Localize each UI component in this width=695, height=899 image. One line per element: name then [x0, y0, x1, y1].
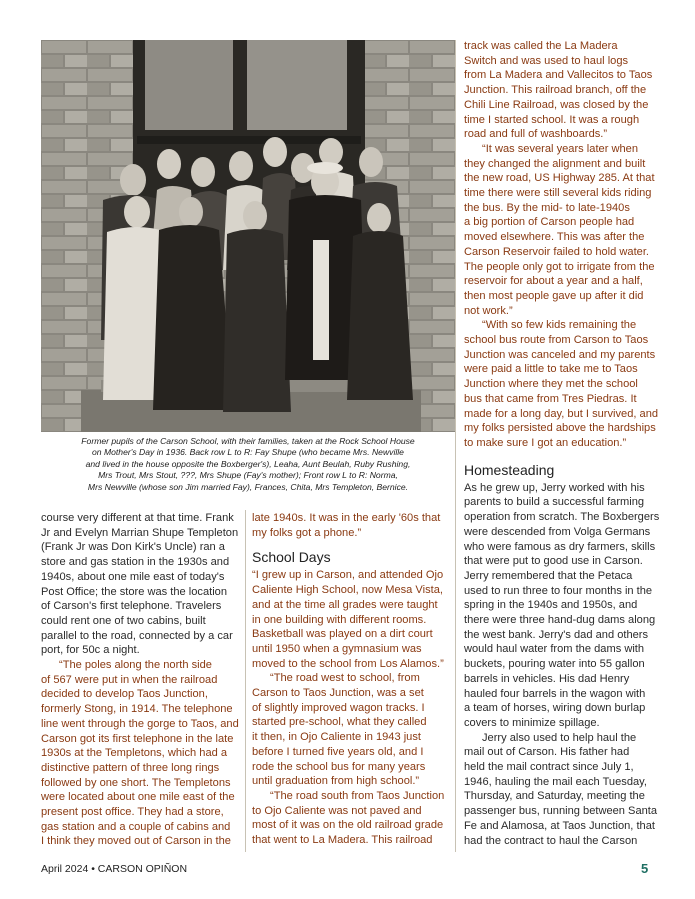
quote-line: rode the school bus for many years — [252, 760, 426, 773]
quote-line: Chili Line Railroad, was closed by the — [464, 98, 649, 111]
quote-line: “It was several years later when — [482, 142, 638, 155]
body-line: had the contract to haul the Carson — [464, 834, 638, 847]
body-line: covers to minimize spillage. — [464, 716, 600, 729]
column-1 — [41, 511, 239, 849]
quote-line: track was called the La Madera — [464, 40, 618, 52]
quote-line: my folks got a phone.” — [252, 526, 362, 539]
body-line: the west bank. Jerry's dad and others — [464, 628, 649, 641]
quote-line: gas station and a couple of cabins and — [41, 820, 231, 833]
quote-line: I think they moved out of Carson in the — [41, 835, 231, 848]
body-line: spring in the 1940s and 1950s, and — [464, 599, 638, 612]
caption-line: Mrs Newville (whose son Jim married Fay), Frances, Chita, Mrs Templeton, Bernice. — [87, 481, 409, 492]
quote-line: bus that came from Tres Piedras. It — [464, 392, 637, 405]
quote-line: distinctive pattern of three long rings — [41, 761, 220, 774]
quote-line: to make sure I got an education.” — [464, 436, 627, 449]
quote-line: followed by one short. The Templetons — [41, 776, 231, 789]
caption-line: on Mother's Day in 1936. Back row L to R: Fay Shupe (who became Mrs. Newville — [92, 447, 404, 458]
quote-line: a big portion of Carson people had — [464, 216, 635, 229]
quote-line: decided to develop Taos Junction, — [41, 688, 208, 701]
quote-line: until 1950 when a gymnasium was — [252, 642, 422, 655]
body-line: Jerry remembered that the Petaca — [464, 569, 633, 582]
quote-line: “The road west to school, from — [270, 672, 420, 685]
body-line: course very different at that time. Frank — [41, 512, 234, 524]
body-line: parents to build a successful farming — [464, 496, 645, 509]
quote-line: were located about one mile east of the — [41, 791, 235, 804]
column-2 — [252, 511, 457, 848]
quote-line: from La Madera and Vallecitos to Taos — [464, 69, 653, 82]
body-line: buckets, pouring water into 55 gallon — [464, 658, 645, 671]
quote-line: 1930s at the Templetons, which had a — [41, 747, 228, 760]
quote-line: Caliente High School, now Mesa Vista, — [252, 584, 443, 597]
quote-line: before I turned five years old, and I — [252, 745, 424, 758]
quote-line: Junction where they met the school — [464, 378, 638, 391]
page-footer: April 2024 • CARSON OPIÑON — [41, 863, 188, 875]
quote-line: they changed the alignment and built — [464, 157, 646, 170]
photo-caption — [41, 436, 455, 493]
quote-line: Carson got its first telephone in the late — [41, 732, 234, 745]
body-line: (Frank Jr was Don Kirk's Uncle) ran a — [41, 541, 225, 554]
section-heading-school-days: School Days — [252, 549, 331, 566]
quote-line: reservoir for about a year and a half, — [464, 275, 643, 288]
body-line: used to run three to four months in the — [464, 584, 653, 597]
body-line: held the mail contract since July 1, — [464, 761, 634, 774]
column-divider — [455, 40, 456, 852]
quote-line: formerly Stong, in 1914. The telephone — [41, 703, 233, 716]
quote-line: were paid a little to take me to Taos — [464, 363, 638, 376]
quote-line: Carson Reservoir failed to hold water. — [464, 245, 649, 258]
body-line: As he grew up, Jerry worked with his — [464, 481, 645, 494]
quote-line: Junction was canceled and my parents — [464, 348, 656, 361]
quote-line: that went to La Madera. This railroad — [252, 834, 433, 847]
body-line: 1940s, about one mile east of today's — [41, 570, 225, 583]
quote-line: to Ojo Caliente was not paved and — [252, 804, 422, 817]
body-line: could rent one of two cabins, built — [41, 614, 206, 627]
body-line: Jerry also used to help haul the — [482, 731, 637, 744]
quote-line: the bus. By the mid- to late-1940s — [464, 201, 630, 214]
body-line: barrels in vehicles. His dad Henry — [464, 672, 630, 685]
quote-line: The people only got to irrigate from the — [464, 260, 655, 273]
quote-line: and at the time all grades were taught — [252, 598, 438, 611]
quote-line: until graduation from high school.” — [252, 775, 420, 788]
quote-line: time I started school. It was a rough — [464, 113, 640, 126]
quote-line: Basketball was played on a dirt court — [252, 628, 433, 641]
column-3 — [464, 39, 664, 848]
quote-line: most of it was on the old railroad grade — [252, 819, 444, 832]
quote-line: of slightly improved wagon tracks. I — [252, 701, 425, 714]
quote-line: present post office. They had a store, — [41, 806, 224, 819]
quote-line: “The road south from Taos Junction — [270, 789, 445, 802]
quote-line: moved elsewhere. This was after the — [464, 231, 645, 244]
quote-line: “I grew up in Carson, and attended Ojo — [252, 569, 444, 582]
quote-line: in one building with different rooms. — [252, 613, 427, 626]
quote-line: not work.” — [464, 304, 513, 317]
body-line: Post Office; the store was the location — [41, 585, 228, 598]
body-line: a team of horses, wiring down burlap — [464, 702, 646, 715]
historic-group-photo — [41, 40, 455, 432]
body-line: Jr and Evelyn Marrian Shupe Templeton — [41, 526, 239, 539]
quote-line: time there were still several kids riding — [464, 187, 652, 200]
body-line: Fe and Alamosa, at Taos Junction, that — [464, 819, 655, 832]
body-line: Thursday, and Saturday, meeting the — [464, 790, 645, 803]
quote-line: it then, in Ojo Caliente in 1943 just — [252, 731, 421, 744]
quote-line: Switch and was used to haul logs — [464, 54, 629, 67]
page-number: 5 — [641, 861, 649, 876]
body-line: 1946, hauling the mail each Tuesday, — [464, 775, 647, 788]
body-line: store and gas station in the 1930s and — [41, 556, 230, 569]
quote-line: road and full of washboards.” — [464, 128, 608, 141]
body-line: would haul water from the dams with — [464, 643, 645, 656]
body-line: hauled four barrels in the wagon with — [464, 687, 646, 700]
body-line: mail out of Carson. His father had — [464, 746, 630, 759]
column-divider — [245, 510, 246, 852]
quote-line: the new road, US Highway 285. At that — [464, 172, 655, 185]
quote-line: then most people gave up after it did — [464, 289, 644, 302]
quote-line: “The poles along the north side — [59, 659, 212, 672]
quote-line: my folks persisted above the hardships — [464, 422, 656, 435]
caption-line: Mrs Trout, Mrs Stout, ???, Mrs Shupe (Fay's mother); Front row L to R: Norma, — [98, 470, 398, 481]
body-line: operation from scratch. The Boxbergers — [464, 511, 660, 524]
body-line: of Carson's first telephone. Travelers — [41, 600, 222, 613]
body-line: who were famous as dry farmers, skills — [464, 540, 656, 553]
quote-line: made for a long day, but I survived, and — [464, 407, 659, 420]
quote-line: Junction. This railroad branch, off the — [464, 84, 647, 97]
caption-line: and lived in the house opposite the Boxberger's), Leaha, Aunt Beulah, Ruby Rushing, — [85, 458, 411, 469]
quote-line: of 567 were put in when the railroad — [41, 673, 218, 686]
body-line: there were three hand-dug dams along — [464, 614, 656, 627]
quote-line: moved to the school from Los Alamos.” — [252, 657, 444, 670]
section-heading-homesteading: Homesteading — [464, 461, 555, 478]
caption-line: Former pupils of the Carson School, with their families, taken at the Rock School House — [81, 436, 415, 446]
quote-line: school bus route from Carson to Taos — [464, 334, 649, 347]
quote-line: late 1940s. It was in the early '60s that — [252, 512, 441, 524]
quote-line: “With so few kids remaining the — [482, 319, 637, 332]
body-line: were descended from Volga Germans — [464, 525, 651, 538]
body-line: port, for 50c a night. — [41, 644, 140, 657]
photo-illustration — [41, 40, 455, 432]
body-line: parallel to the road, connected by a car — [41, 629, 233, 642]
body-line: that were put to good use in Carson. — [464, 555, 643, 568]
quote-line: Carson to Taos Junction, was a set — [252, 687, 424, 700]
quote-line: line went through the gorge to Taos, and — [41, 717, 239, 730]
body-line: passenger bus, running between Santa — [464, 805, 658, 818]
quote-line: started pre-school, what they called — [252, 716, 427, 729]
